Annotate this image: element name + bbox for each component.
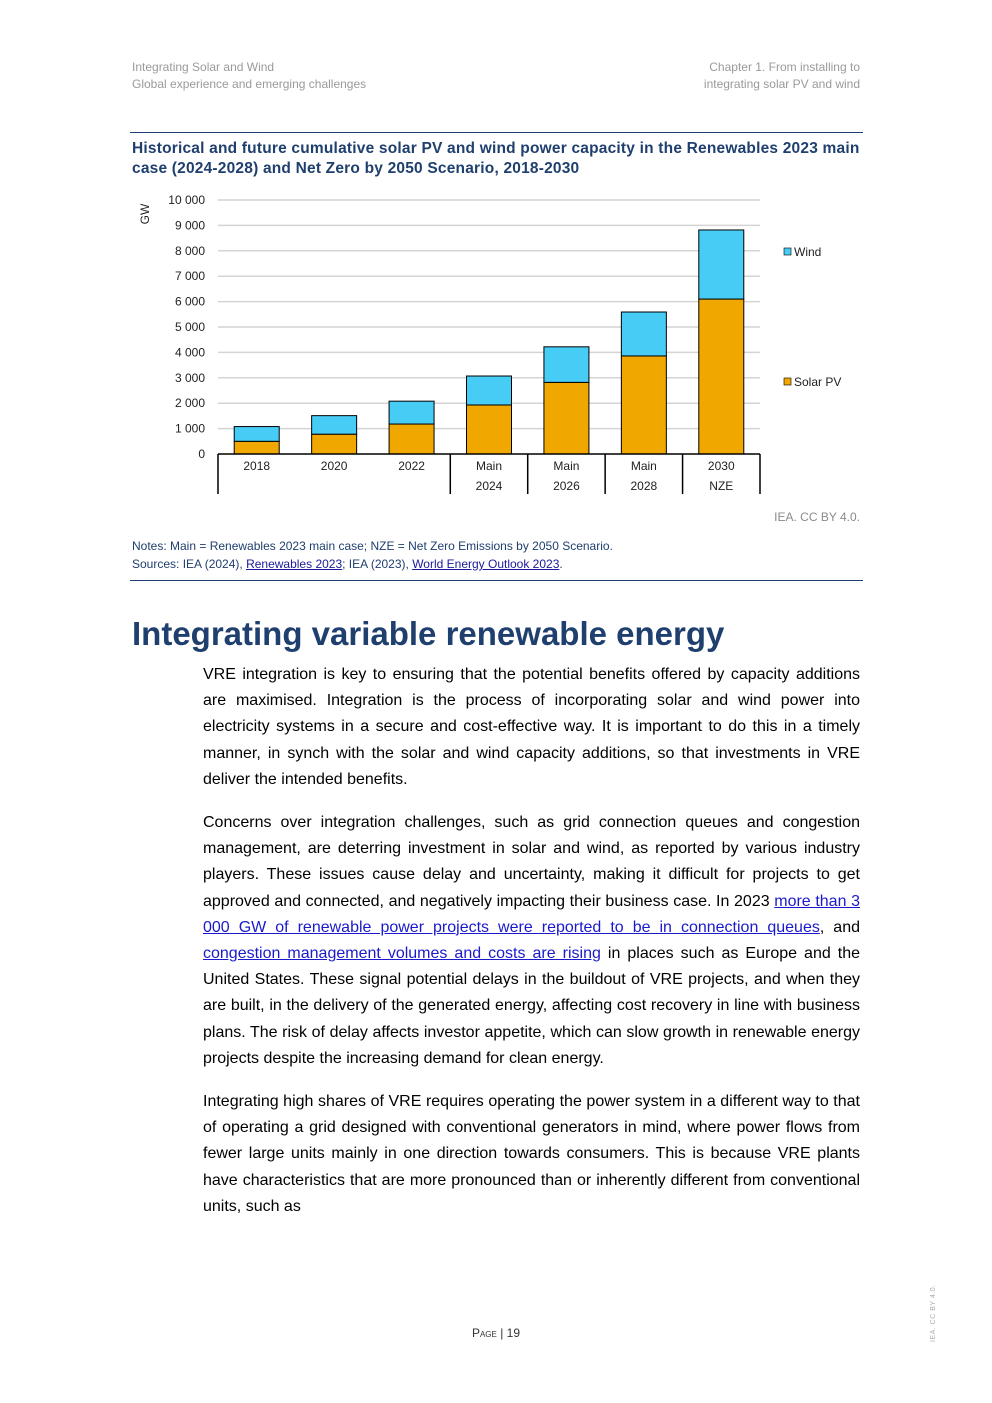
x-tick-label: NZE [709, 479, 734, 493]
x-tick-label: Main [553, 459, 580, 473]
y-tick-label: 8 000 [174, 243, 205, 258]
connection-queues-link[interactable]: more than 3 000 GW of renewable power projects were reported to be in connection queues [203, 892, 860, 936]
figure-top-rule [130, 132, 863, 133]
renewables-2023-link[interactable]: Renewables 2023 [246, 557, 343, 571]
x-tick-label: Main [475, 459, 503, 473]
section-heading: Integrating variable renewable energy [132, 615, 725, 652]
x-tick-label: 2030 [707, 459, 735, 473]
sources-mid: ; IEA (2023), [342, 557, 413, 571]
y-tick-label: 3 000 [174, 370, 205, 385]
x-tick-label: 2024 [475, 479, 503, 493]
paragraph-1: VRE integration is key to ensuring that the potential benefits offered by capacity additions are maximised. Integration is the process of incorporating solar and wind power into electricity systems in a secure and cost-effective way. It is important to do this in a timely manner, in synch with the solar and wind capacity additions, so that investments in VRE deliver the intended benefits. [203, 666, 860, 788]
bar-solar-pv [389, 424, 434, 454]
page-label: Page [471, 1326, 497, 1340]
legend-swatch-wind [784, 248, 791, 255]
legend-label-solar-pv: Solar PV [794, 375, 842, 389]
y-axis-label: GW [138, 203, 152, 225]
side-license-note: IEA. CC BY 4.0. [930, 1284, 937, 1342]
bar-wind [312, 416, 357, 435]
bar-solar-pv [621, 356, 666, 454]
bar-wind [389, 401, 434, 424]
y-tick-label: 5 000 [174, 320, 205, 334]
sources-suffix: . [559, 557, 563, 571]
running-header-left [132, 59, 366, 93]
x-tick-label: 2026 [553, 479, 580, 493]
bar-solar-pv [467, 405, 512, 454]
x-tick-label: 2022 [398, 459, 425, 473]
paragraph-3: Integrating high shares of VRE requires operating the power system in a different way to that of operating a grid designed with conventional generators in mind, where power flows from fewer large units mainly in one direction towards consumers. This is because VRE plants have characteristics that are more pronounced than or inherently different from conventional units, such as [203, 1093, 860, 1215]
p2-text-b: , and [819, 918, 861, 936]
y-tick-label: 6 000 [174, 294, 205, 309]
header-left-line2: Global experience and emerging challenges [132, 77, 367, 91]
legend-label-wind: Wind [794, 245, 822, 259]
p2-text-a: Concerns over integration challenges, such as grid connection queues and congestion management, are deterring investment in solar and wind, as reported by various industry players. These issues cause delay and uncertainty, making it difficult for projects to get approved and connected, and negatively impacting their business case. In 2023 [203, 814, 860, 910]
figure-bottom-rule [130, 580, 863, 581]
page-footer [0, 1326, 992, 1340]
bar-solar-pv [234, 441, 279, 454]
legend-swatch-solar-pv [784, 378, 791, 385]
y-tick-label: 9 000 [174, 218, 205, 233]
x-tick-label: 2028 [630, 479, 658, 493]
y-tick-label: 0 [198, 447, 205, 461]
figure-credit: IEA. CC BY 4.0. [774, 510, 860, 524]
x-tick-label: 2018 [243, 459, 271, 473]
figure-notes [132, 537, 613, 573]
running-header-right [704, 59, 860, 93]
sources-line [132, 555, 613, 573]
bar-solar-pv [699, 299, 744, 454]
bar-solar-pv [312, 434, 357, 454]
sources-prefix: Sources: IEA (2024), [132, 557, 247, 571]
y-tick-label: 1 000 [174, 421, 205, 436]
bar-solar-pv [544, 382, 589, 454]
notes-text: Notes: Main = Renewables 2023 main case; NZE = Net Zero Emissions by 2050 Scenario. [132, 539, 613, 553]
congestion-management-link[interactable]: congestion management volumes and costs are rising [203, 945, 601, 963]
body-text [203, 662, 860, 1237]
capacity-chart [130, 186, 842, 502]
bar-wind [544, 347, 589, 383]
header-right-line1: Chapter 1. From installing to [709, 60, 860, 74]
paragraph-2 [203, 810, 860, 1072]
bar-wind [621, 312, 666, 356]
header-left-line1: Integrating Solar and Wind [132, 60, 275, 74]
page-number: 19 [506, 1326, 521, 1340]
bar-wind [234, 427, 279, 442]
page-separator: | [496, 1326, 507, 1340]
figure-title: Historical and future cumulative solar PV and wind power capacity in the Renewables 2023 main case (2024-2028) and Net Zero by 2050 Scenario, 2018-2030 [132, 140, 860, 177]
y-tick-label: 10 000 [168, 193, 205, 207]
p2-text-c: in places such as Europe and the United States. These signal potential delays in the buildout of VRE projects, and when they are built, in the delivery of the generated energy, affecting cost recovery in line with business plans. The risk of delay affects investor appetite, which can slow growth in renewable energy projects despite the increasing demand for clean energy. [203, 945, 860, 1067]
y-tick-label: 7 000 [174, 269, 205, 284]
x-tick-label: 2020 [320, 459, 348, 473]
y-tick-label: 4 000 [174, 345, 205, 360]
bar-wind [699, 230, 744, 299]
y-tick-label: 2 000 [174, 396, 205, 411]
header-right-line2: integrating solar PV and wind [703, 77, 860, 91]
weo-2023-link[interactable]: World Energy Outlook 2023 [412, 557, 560, 571]
x-tick-label: Main [630, 459, 657, 473]
bar-wind [467, 376, 512, 405]
